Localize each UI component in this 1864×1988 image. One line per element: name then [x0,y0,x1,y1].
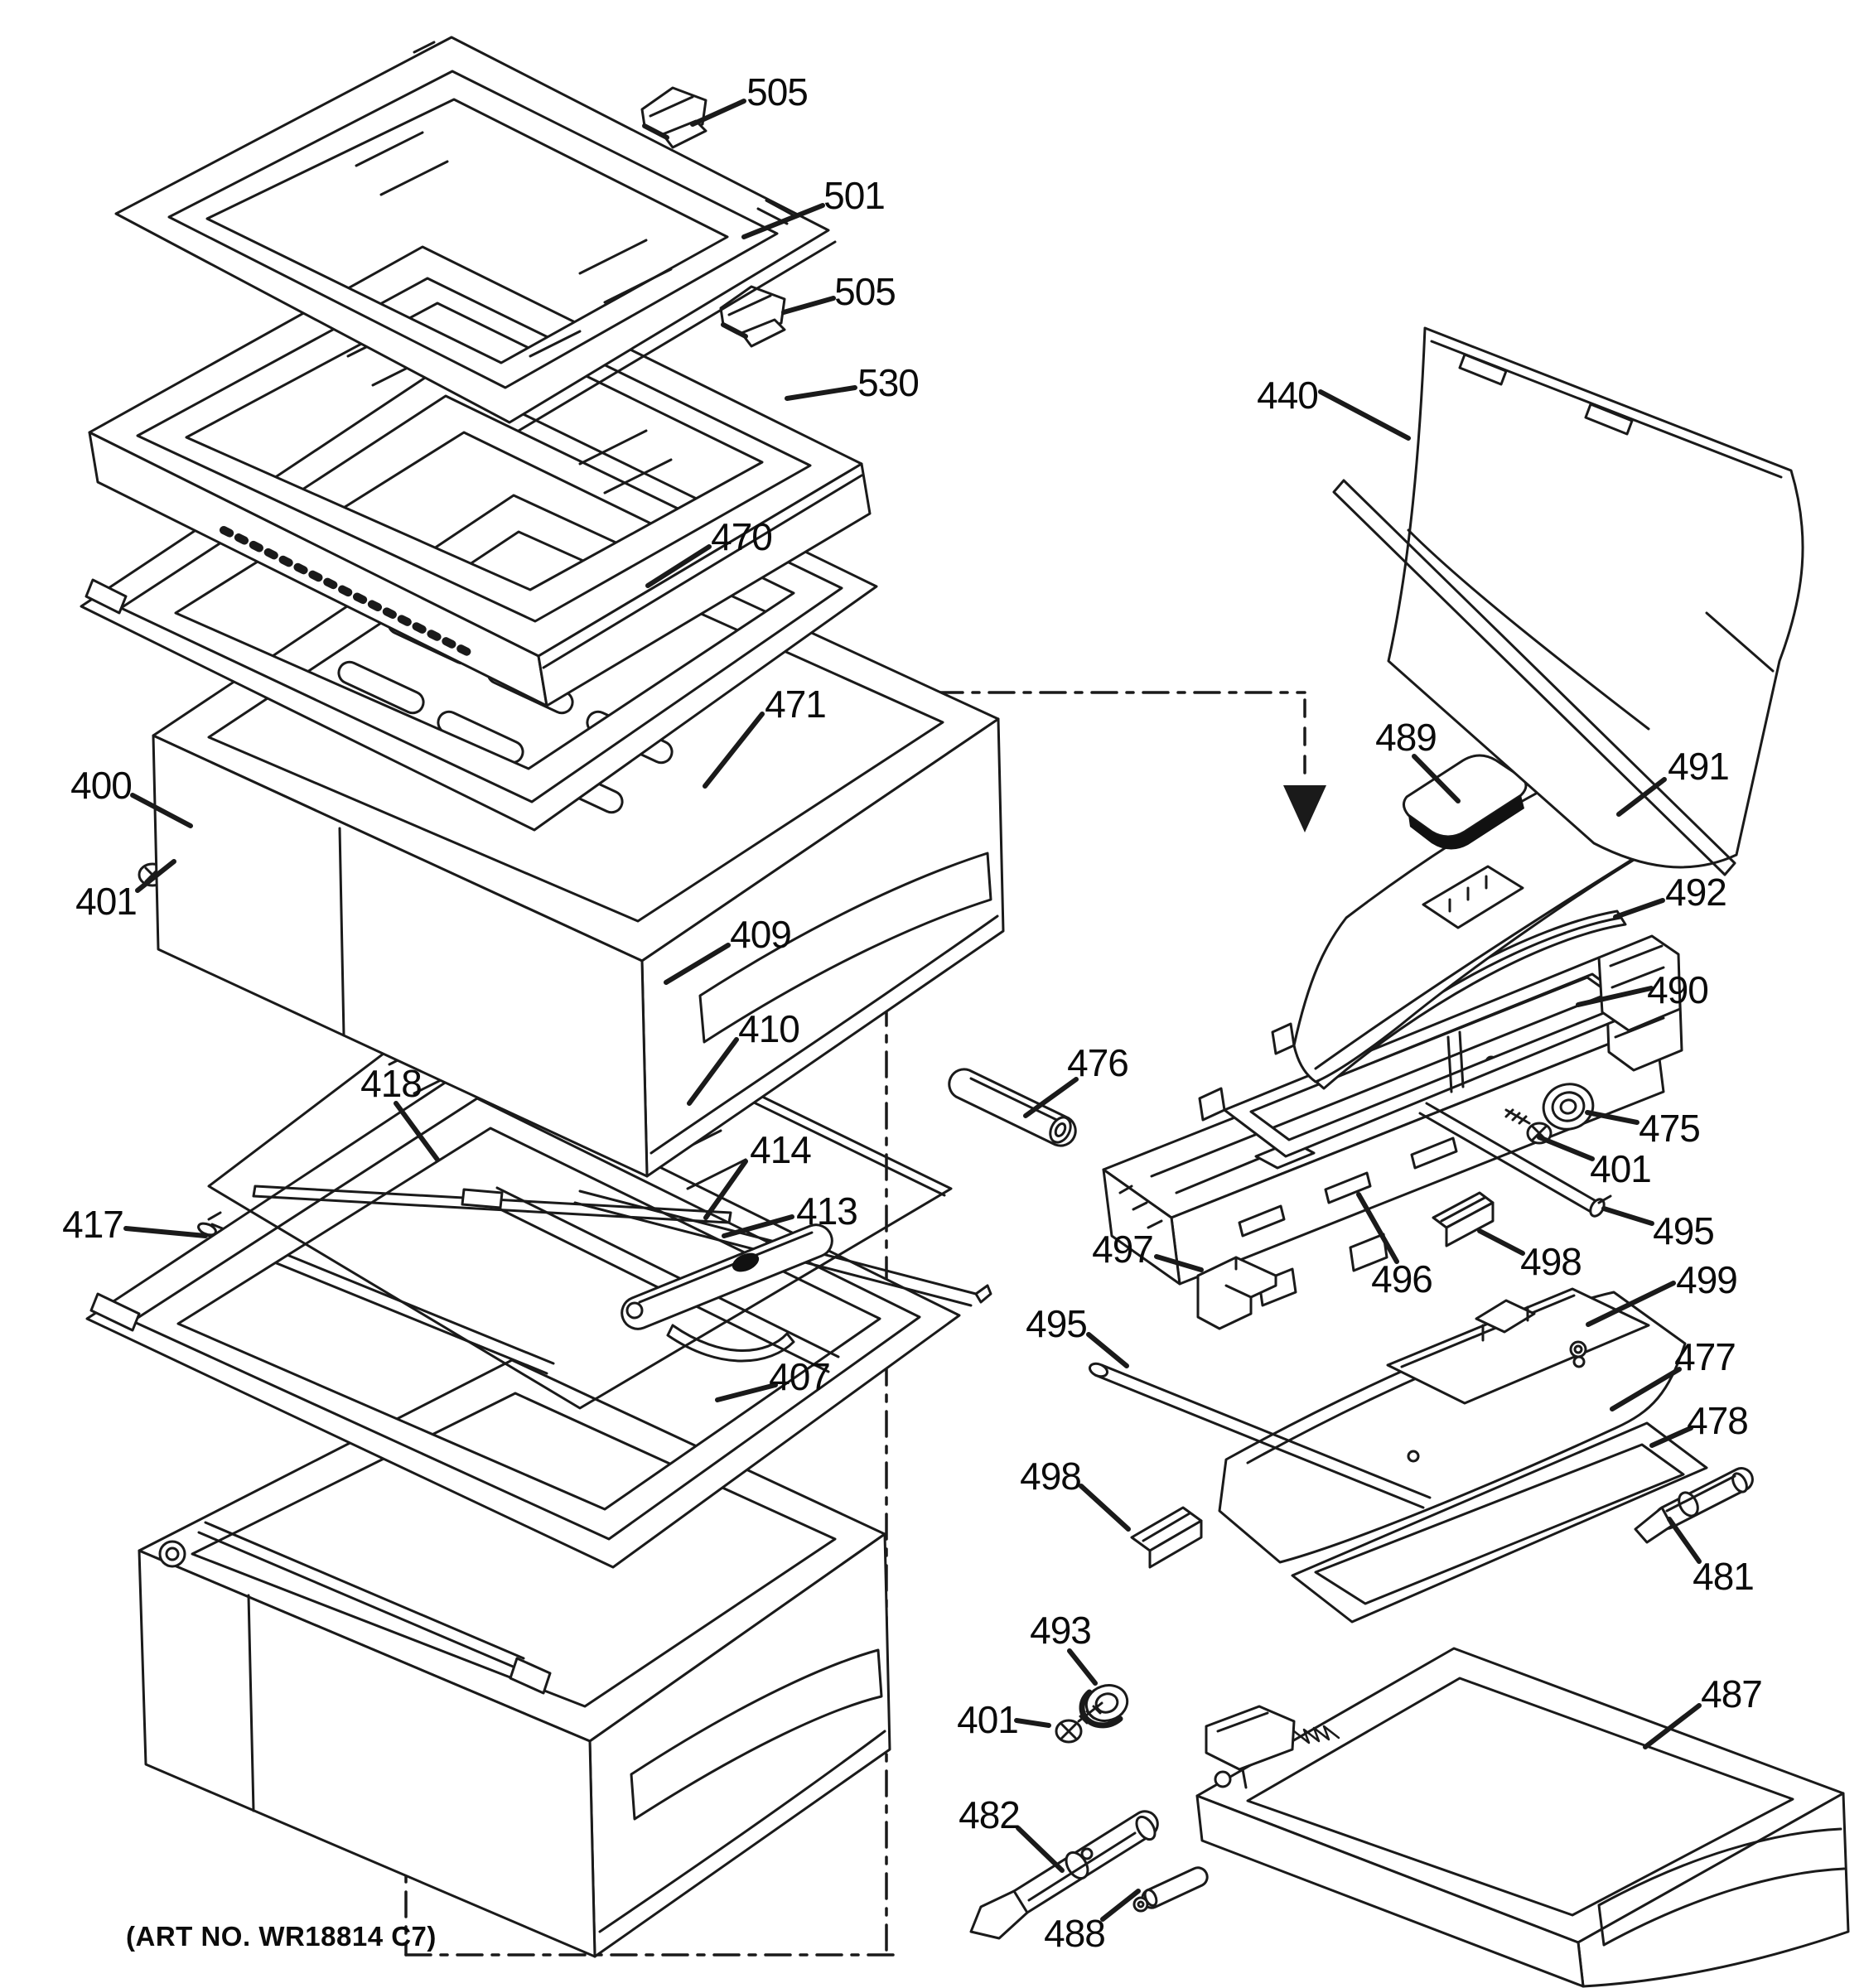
leader-495-left [1089,1334,1127,1366]
callout-471: 471 [765,683,826,726]
callout-530: 530 [857,361,919,404]
callout-401-left: 401 [75,880,137,923]
part-440-curved-panel [1334,328,1803,875]
leader-498-mid [1480,1231,1523,1253]
leader-498-left [1081,1486,1128,1529]
callout-409: 409 [730,913,791,956]
insert-arrow-icon [1283,785,1326,832]
callout-401-bottom: 401 [957,1698,1018,1741]
callout-407: 407 [769,1355,830,1398]
callout-414: 414 [750,1128,811,1171]
callout-440: 440 [1257,374,1318,417]
callout-505-top: 505 [746,70,808,113]
leader-530 [787,388,855,398]
callout-477: 477 [1674,1335,1736,1378]
part-407-drawer-pan [139,1355,890,1957]
callout-410: 410 [738,1007,799,1050]
part-505-clamp-mid [721,287,785,346]
callout-491: 491 [1668,745,1729,788]
leader-495-right [1604,1209,1652,1223]
part-481-handle [1635,1469,1752,1542]
callout-470: 470 [711,515,772,558]
callout-400: 400 [70,764,132,807]
callout-418: 418 [360,1062,422,1105]
leader-492 [1615,900,1663,917]
leader-482 [1018,1828,1062,1870]
callout-495-right: 495 [1653,1209,1714,1252]
part-498-wedge-mid [1433,1193,1493,1246]
callout-487: 487 [1701,1672,1762,1715]
leader-401-bottom [1017,1720,1049,1725]
callout-497: 497 [1092,1228,1153,1271]
callout-501: 501 [823,174,885,217]
callout-482: 482 [959,1793,1020,1836]
part-498-wedge-left [1132,1508,1201,1567]
callout-493: 493 [1030,1609,1091,1652]
art-number: (ART NO. WR18814 C7) [126,1921,437,1952]
callout-490: 490 [1647,968,1708,1011]
callout-499: 499 [1676,1258,1737,1301]
callout-489: 489 [1375,716,1437,759]
callout-413: 413 [796,1189,857,1233]
leader-493 [1070,1651,1095,1683]
callout-496: 496 [1371,1257,1432,1300]
leader-505-mid [784,298,833,312]
part-493-grommet [1082,1680,1132,1725]
callout-475: 475 [1639,1107,1700,1150]
callout-476: 476 [1067,1041,1128,1084]
callout-498-left: 498 [1020,1455,1081,1498]
callout-488: 488 [1044,1912,1105,1955]
callout-481: 481 [1693,1555,1754,1598]
callout-498-mid: 498 [1520,1240,1582,1283]
callout-417: 417 [62,1203,123,1246]
callout-492: 492 [1665,871,1726,914]
leader-488 [1103,1891,1138,1919]
callout-495-left: 495 [1026,1302,1087,1345]
callout-505-mid: 505 [834,270,896,313]
leader-401-right [1539,1137,1592,1159]
callout-401-right: 401 [1590,1147,1651,1190]
part-410-shelf-frame [87,1070,959,1567]
leader-440 [1321,392,1408,438]
callout-478: 478 [1687,1399,1748,1442]
leader-417 [126,1228,205,1236]
part-476-rail-cap [949,1069,1075,1146]
part-488-roller-stud [1134,1868,1207,1911]
